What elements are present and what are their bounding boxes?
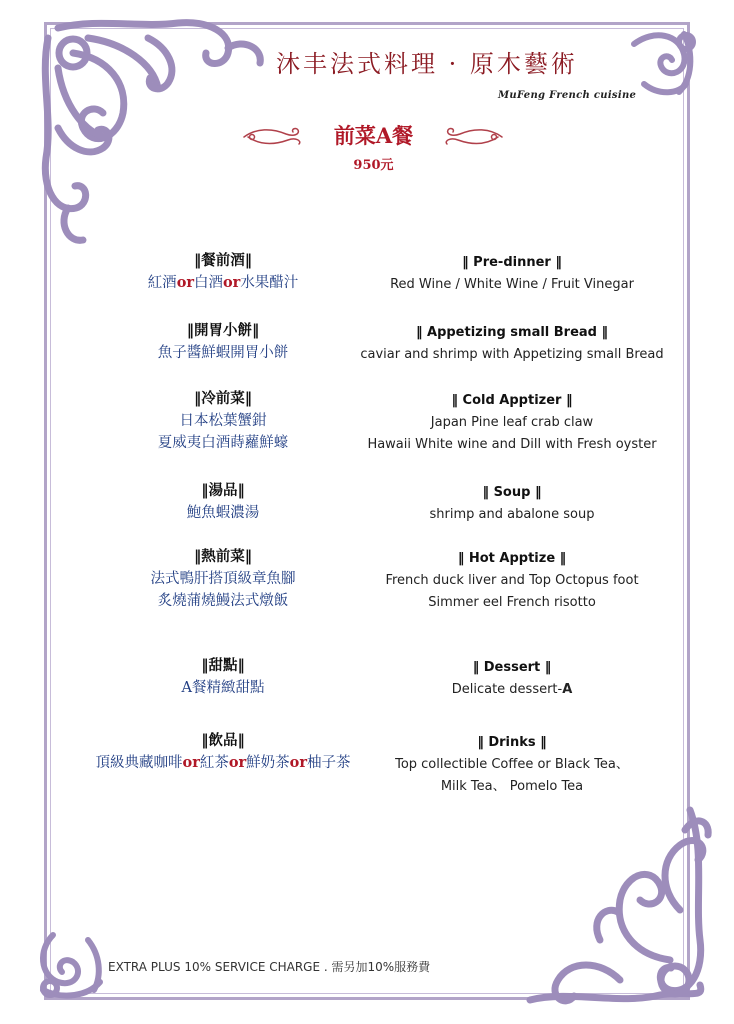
course-zh-item: [70, 342, 376, 364]
course-zh-item: [70, 568, 376, 590]
course-zh-heading: ‖湯品‖: [201, 482, 245, 499]
course-en-item: Milk Tea、 Pomelo Tea: [440, 779, 584, 794]
course-en-heading: ‖ Drinks ‖: [477, 735, 547, 750]
dish-text: 日本松葉蟹鉗: [179, 413, 267, 429]
course-en-item: Delicate dessert-A: [451, 682, 573, 697]
or-separator: or: [228, 754, 247, 771]
course-zh-heading: ‖冷前菜‖: [194, 390, 252, 407]
course-zh-heading: ‖飲品‖: [201, 732, 245, 749]
or-separator: or: [289, 754, 307, 771]
course-en-heading: ‖ Cold Apptizer ‖: [451, 393, 573, 408]
course-zh-item: [70, 752, 376, 774]
dish-text: 魚子醬鮮蝦開胃小餅: [157, 345, 289, 361]
bottom-right-flourish-icon: [510, 790, 720, 1020]
course-en-item: Simmer eel French risotto: [428, 595, 596, 610]
course-en-heading: ‖ Soup ‖: [482, 485, 542, 500]
course-zh-heading: ‖熱前菜‖: [194, 548, 252, 565]
dish-text: 夏威夷白酒蒔蘿鮮蠔: [157, 435, 289, 451]
course-zh: [70, 546, 376, 612]
course-zh: [70, 388, 376, 454]
course-en: [350, 482, 674, 526]
or-separator: or: [182, 754, 200, 771]
restaurant-title: 沐丰法式料理 · 原木藝術: [276, 50, 578, 78]
course-en-heading: ‖ Hot Apptize ‖: [457, 551, 567, 566]
course-en-heading: ‖ Appetizing small Bread ‖: [415, 325, 609, 340]
dish-text: 鮑魚蝦濃湯: [186, 505, 260, 521]
course-zh: [70, 730, 376, 774]
course-en: [350, 390, 674, 456]
course-en-heading: ‖ Pre-dinner ‖: [462, 255, 562, 270]
course-zh-item: [70, 677, 376, 699]
course-zh: [70, 655, 376, 699]
dish-text: 柚子茶: [306, 755, 351, 771]
course-en: [350, 322, 674, 366]
course-zh: [70, 480, 376, 524]
dish-text: 紅酒: [147, 275, 177, 291]
course-en: [350, 252, 674, 296]
dish-text: 頂級典藏咖啡: [95, 755, 183, 771]
course-zh-item: [70, 502, 376, 524]
dish-text: 炙燒蒲燒鰻法式燉飯: [157, 593, 289, 609]
course-zh-heading: ‖餐前酒‖: [194, 252, 252, 269]
dish-text: 法式鴨肝搭頂級章魚腳: [150, 571, 296, 587]
course-en: [350, 732, 674, 798]
course-en-item: Japan Pine leaf crab claw: [430, 415, 594, 430]
dish-text: 紅茶: [199, 755, 229, 771]
course-zh: [70, 320, 376, 364]
course-en: [350, 657, 674, 701]
or-separator: or: [223, 274, 241, 291]
set-letter: A: [562, 682, 573, 697]
course-zh-heading: ‖開胃小餅‖: [186, 322, 260, 339]
set-price: 950元: [353, 158, 394, 173]
course-en-item: Top collectible Coffee or Black Tea、: [395, 757, 629, 772]
or-separator: or: [176, 274, 194, 291]
dish-text: 鮮奶茶: [246, 755, 290, 771]
dish-text: 白酒: [194, 275, 223, 291]
course-zh-item: [70, 590, 376, 612]
course-en-item: French duck liver and Top Octopus foot: [385, 573, 639, 588]
course-en-item: shrimp and abalone soup: [429, 507, 595, 522]
course-en: [350, 548, 674, 614]
dish-text: A餐精緻甜點: [181, 680, 265, 696]
bottom-left-flourish-icon: [28, 920, 118, 1010]
course-zh-item: [70, 432, 376, 454]
service-charge-note: EXTRA PLUS 10% SERVICE CHARGE . 需另加10%服務費: [108, 960, 431, 974]
course-en-item: Red Wine / White Wine / Fruit Vinegar: [390, 277, 634, 292]
dish-text: 水果醋汁: [240, 275, 299, 291]
set-name: 前菜A餐: [333, 123, 414, 148]
course-en-item: caviar and shrimp with Appetizing small Bread: [360, 347, 664, 362]
course-zh-item: [70, 272, 376, 294]
course-zh-item: [70, 410, 376, 432]
course-en-item: Hawaii White wine and Dill with Fresh oyster: [367, 437, 657, 452]
course-zh: [70, 250, 376, 294]
restaurant-subtitle: MuFeng French cuisine: [498, 90, 637, 101]
course-en-heading: ‖ Dessert ‖: [472, 660, 552, 675]
course-zh-heading: ‖甜點‖: [201, 657, 245, 674]
